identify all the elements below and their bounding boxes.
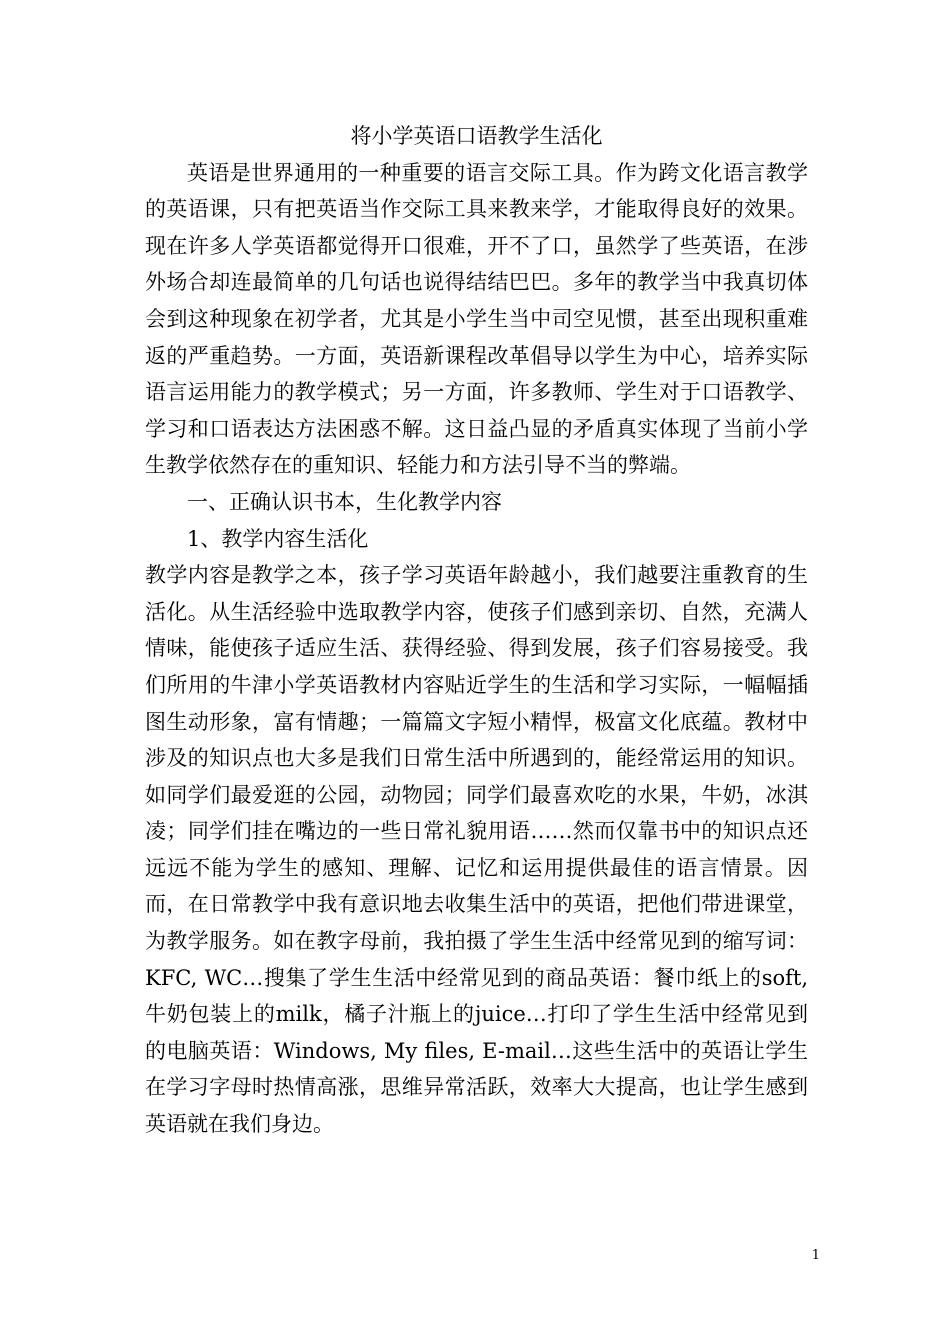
intro-paragraph: 英语是世界通用的一种重要的语言交际工具。作为跨文化语言教学的英语课，只有把英语当作交际工具来教来学，才能取得良好的效果。现在许多人学英语都觉得开口很难，开不了口，虽然学了些英语，在涉外场合却连最简单的几句话也说得结结巴巴。多年的教学当中我真切体会到这种现象在初学者，尤其是小学生当中司空见惯，甚至出现积重难返的严重趋势。一方面，英语新课程改革倡导以学生为中心，培养实际语言运用能力的教学模式；另一方面，许多教师、学生对于口语教学、学习和口语表达方法困惑不解。这日益凸显的矛盾真实体现了当前小学生教学依然存在的重知识、轻能力和方法引导不当的弊端。	[145, 160, 808, 478]
document-body	[145, 118, 808, 1143]
page-number: 1	[811, 1248, 820, 1263]
document-title: 将小学英语口语教学生活化	[350, 124, 603, 148]
section-heading: 一、正确认识书本，生化教学内容	[187, 489, 502, 514]
subsection-heading: 1、教学内容生活化	[187, 526, 369, 551]
body-paragraph: 教学内容是教学之本，孩子学习英语年龄越小，我们越要注重教育的生活化。从生活经验中选取教学内容，使孩子们感到亲切、自然，充满人情味，能使孩子适应生活、获得经验、得到发展，孩子们容易接受。我们所用的牛津小学英语教材内容贴近学生的生活和学习实际，一幅幅插图生动形象，富有情趣；一篇篇文字短小精悍，极富文化底蕴。教材中涉及的知识点也大多是我们日常生活中所遇到的，能经常运用的知识。如同学们最爱逛的公园，动物园；同学们最喜欢吃的水果，牛奶，冰淇凌；同学们挂在嘴边的一些日常礼貌用语……然而仅靠书中的知识点还远远不能为学生的感知、理解、记忆和运用提供最佳的语言情景。因而，在日常教学中我有意识地去收集生活中的英语，把他们带进课堂，为教学服务。如在教字母前，我拍摄了学生生活中经常见到的缩写词：KFC, WC…搜集了学生生活中经常见到的商品英语：餐巾纸上的soft, 牛奶包装上的milk，橘子汁瓶上的juice…打印了学生生活中经常见到的电脑英语：Windows, My files, E-mail…这些生活中的英语让学生在学习字母时热情高涨，思维异常活跃，效率大大提高，也让学生感到英语就在我们身边。	[145, 563, 808, 1137]
